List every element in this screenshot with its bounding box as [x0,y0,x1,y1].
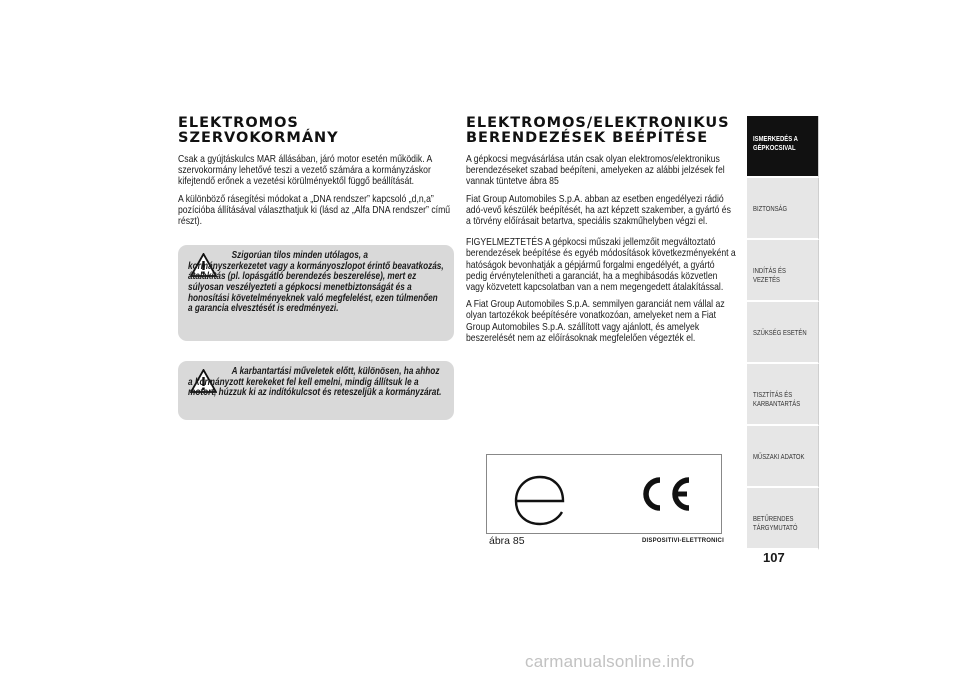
tab-index[interactable] [747,488,819,550]
heading-line: BERENDEZÉSEK BEÉPÍTÉSE [466,130,709,146]
warning-text: A karbantartási műveletek előtt, különösen, ha ahhoz a kormányzott kerekeket fel kell emelni, mindig állítsuk le a motort, húzzuk ki az indítókulcsot és reteszeljük a kormányzárat. [188,366,442,399]
tab-label: SZÜKSÉG ESETÉN [753,328,807,337]
middle-column [466,116,738,350]
tab-label: BIZTONSÁG [753,204,788,213]
heading-line: SZERVOKORMÁNY [178,130,339,146]
tab-safety[interactable] [747,178,819,240]
tab-maintenance[interactable] [747,364,819,426]
watermark: carmanualsonline.info [525,652,695,671]
tab-getting-to-know[interactable] [747,116,819,178]
paragraph: A Fiat Group Automobiles S.p.A. semmilyen garanciát nem vállal az olyan tartozékok beépítésére vonatkozóan, amelyeket nem a Fiat Group Automobiles S.p.A. szállított vagy ajánlott, és amelyek beszerelését nem az előírásoknak megfelelően végezték el. [466,299,725,344]
section-heading-power-steering [178,116,454,146]
left-column [178,116,454,440]
tab-label: BETŰRENDES TÁRGYMUTATÓ [753,514,798,532]
chapter-tabs [747,116,819,550]
paragraph: Csak a gyújtáskulcs MAR állásában, járó motor esetén működik. A szervokormány lehetővé teszi a vezető számára a kormányzáskor kifejtendő erőnek a vezetési körülményektől függő beállítását. [178,154,432,188]
e-mark-icon [505,468,575,528]
paragraph: A különböző rásegítési módokat a „DNA rendszer” kapcsoló „d,n,a” pozícióba állításával választhatjuk ki (lásd az „Alfa DNA rendszer” című részt). [178,193,451,228]
heading-line: ELEKTROMOS [178,115,299,131]
paragraph: FIGYELMEZTETÉS A gépkocsi műszaki jellemzőit megváltoztató berendezések beépítése és egyéb módosítások következményeként a hatóságok bevonhatják a gépjármű forgalmi engedélyét, a gyártó pedig érvénytelenítheti a garanciát, ha a meghibásodás közvetlen vagy közvetett kapcsolatban van a nem megengedett átalakítással. [466,237,736,294]
warning-box [178,361,454,420]
section-heading-electrical-installation [466,116,738,146]
tab-label: INDÍTÁS ÉS VEZETÉS [753,266,786,284]
heading-line: ELEKTROMOS/ELEKTRONIKUS [466,115,730,131]
figure-caption: ábra 85 [489,535,525,547]
figure-85 [486,454,722,534]
figure-code: DISPOSITIVI-ELETTRONICI [642,538,724,544]
page-number: 107 [763,550,785,565]
tab-emergency[interactable] [747,302,819,364]
paragraph: A gépkocsi megvásárlása után csak olyan elektromos/elektronikus berendezéseket szabad beépíteni, amelyeken az alábbi jelzések fel vannak tüntetve ábra 85 [466,154,725,188]
paragraph: Fiat Group Automobiles S.p.A. abban az esetben engedélyezi rádió adó-vevő készülék beépítését, ha azt képzett szakember, a gyártó és a törvény előírásait betartva, speciális szakműhelyben végzi el. [466,193,731,228]
warning-text: Szigorúan tilos minden utólagos, a kormányszerkezetet vagy a kormányoszlopot érintő beavatkozás, átalakítás (pl. lopásgátló berendezés beszerelése), mert ez súlyosan veszélyezteti a gépkocsi menetbiztonságát és a honosítási követelményeknek való megfelelést, ezen túlmenően a garancia elvesztését is eredményezi. [188,250,444,315]
ce-mark-icon [637,475,695,513]
tab-technical-data[interactable] [747,426,819,488]
tab-label: TISZTÍTÁS ÉS KARBANTARTÁS [753,390,801,408]
tab-label: ISMERKEDÉS A GÉPKOCSIVAL [753,134,798,152]
tab-starting-driving[interactable] [747,240,819,302]
warning-box [178,245,454,341]
tab-label: MŰSZAKI ADATOK [753,452,805,461]
